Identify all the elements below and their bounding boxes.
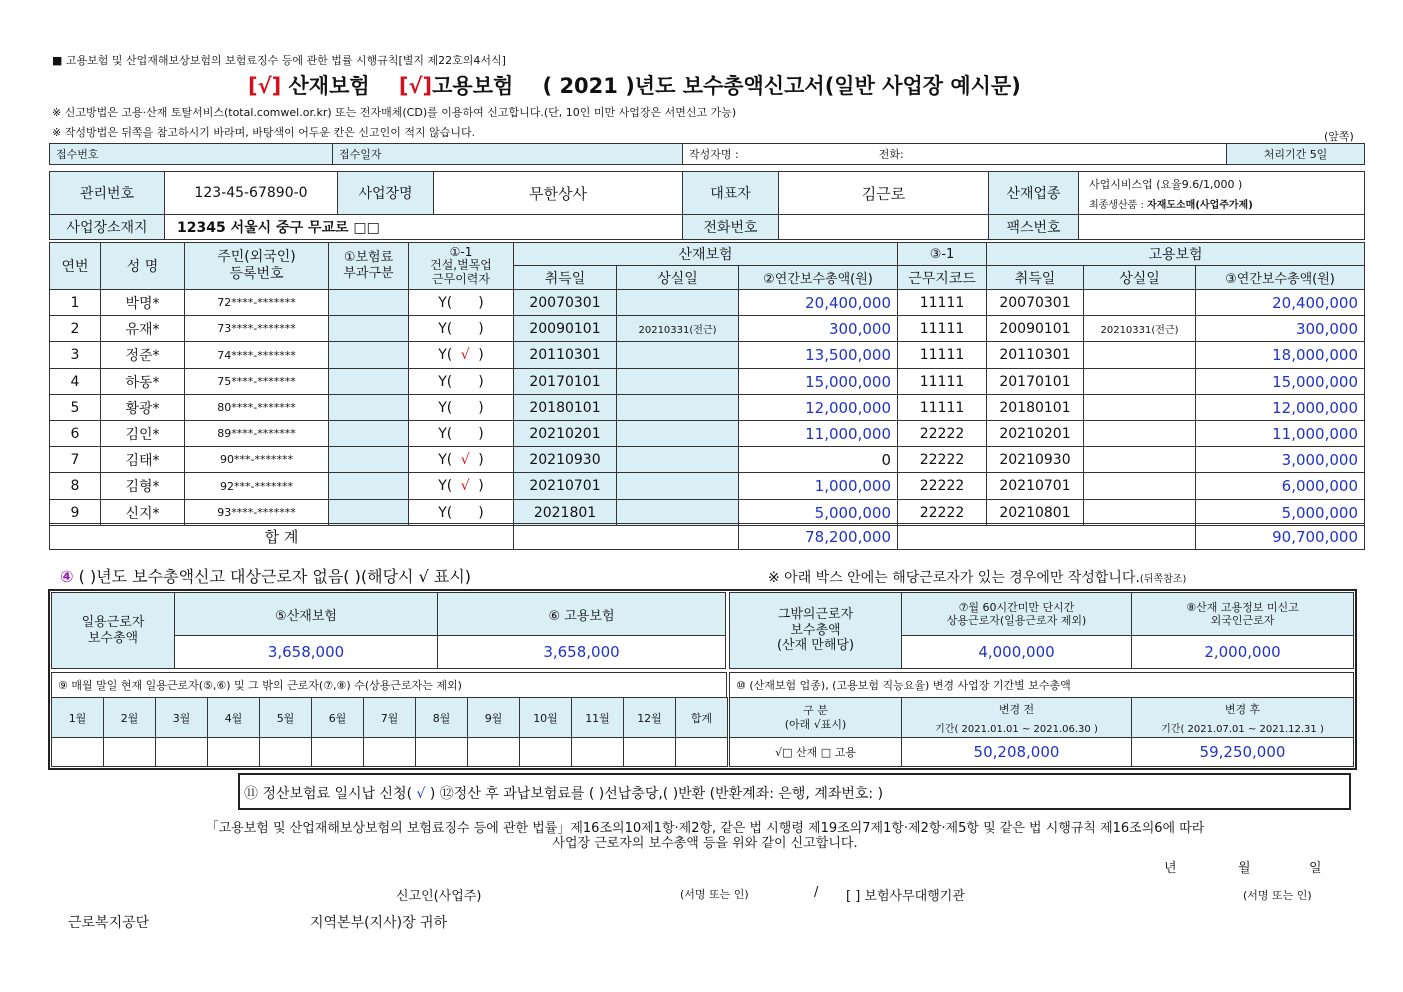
change-after-label: 변경 후 (1224, 702, 1261, 716)
fax-label: 팩스번호 (988, 214, 1079, 240)
change-before-header (901, 697, 1132, 738)
cell-ins (328, 394, 409, 421)
rep-value: 김근로 (778, 171, 989, 215)
yn-check[interactable]: √ (460, 347, 470, 363)
cell-s-acq: 20070301 (513, 289, 617, 316)
sign-label-2: (서명 또는 인) (1243, 889, 1312, 902)
cell-g-total: 12,000,000 (1195, 394, 1365, 421)
cell-s-acq: 2021801 (513, 499, 617, 526)
cell-id: 73****-******* (184, 315, 329, 342)
cell-name: 김인* (100, 420, 185, 447)
yn-close: ) (478, 373, 484, 390)
writer-phone-row (682, 143, 1227, 165)
no-target-workers-text: ( )년도 보수총액신고 대상근로자 없음( )(해당시 √ 표시) (78, 567, 472, 586)
cell-s-acq: 20090101 (513, 315, 617, 342)
cell-yn (408, 499, 514, 526)
cell-g-acq: 20170101 (986, 368, 1084, 395)
cell-g-loss (1083, 289, 1196, 316)
yn-close: ) (478, 399, 484, 416)
part-time-label: ⑦월 60시간미만 단시간 상용근로자(일용근로자 제외) (901, 592, 1132, 636)
title-main: 보수총액신고서(일반 사업장 예시문) (682, 74, 1021, 98)
goyong-acq-header: 취득일 (986, 265, 1084, 290)
goyong-header: 고용보험 (986, 242, 1365, 266)
month-header: 2월 (103, 697, 156, 738)
box-note-text: ※ 아래 박스 안에는 해당근로자가 있는 경우에만 작성합니다. (768, 570, 1140, 586)
daily-sanjae-value: 3,658,000 (174, 635, 438, 669)
cell-s-acq: 20110301 (513, 341, 617, 369)
cell-yn (408, 472, 514, 500)
cell-name: 김형* (100, 472, 185, 500)
settlement-text (244, 783, 883, 803)
cell-s-acq: 20180101 (513, 394, 617, 421)
sanjae-total-header: ②연간보수총액(원) (738, 265, 898, 290)
change-div-header: 구 분 (아래 √표시) (729, 697, 902, 738)
col-name-header: 성 명 (100, 242, 185, 290)
month-header: 8월 (415, 697, 468, 738)
cell-yn (408, 368, 514, 395)
month-count-cell[interactable] (571, 737, 624, 767)
cell-g-acq: 20180101 (986, 394, 1084, 421)
cell-g-acq: 20070301 (986, 289, 1084, 316)
cell-s-acq: 20210201 (513, 420, 617, 447)
cell-code: 22222 (897, 472, 987, 500)
cell-id: 93****-******* (184, 499, 329, 526)
change-check[interactable]: √□ 산재 □ 고용 (729, 737, 902, 767)
recipient-org: 근로복지공단 (68, 915, 150, 931)
final-product-label: 최종생산품 : (1089, 199, 1144, 211)
month-header: 7월 (363, 697, 416, 738)
company-name-label: 사업장명 (337, 171, 434, 215)
sign-label-1: (서명 또는 인) (680, 888, 749, 901)
cell-g-total: 5,000,000 (1195, 499, 1365, 526)
month-header: 합계 (675, 697, 728, 738)
change-before-value: 50,208,000 (901, 737, 1132, 767)
change-after-period: 기간( 2021.07.01 ~ 2021.12.31 ) (1161, 723, 1324, 735)
part-time-value: 4,000,000 (901, 635, 1132, 669)
cell-no: 3 (49, 341, 101, 369)
cell-s-total: 12,000,000 (738, 394, 898, 421)
month-header: 10월 (519, 697, 572, 738)
cell-yn (408, 446, 514, 473)
cell-id: 89****-******* (184, 420, 329, 447)
cell-ins (328, 289, 409, 316)
cell-g-total: 300,000 (1195, 315, 1365, 342)
change-after-value: 59,250,000 (1131, 737, 1354, 767)
law-text-2: 사업장 근로자의 보수총액 등을 위와 같이 신고합니다. (552, 836, 858, 851)
cell-g-loss (1083, 394, 1196, 421)
cell-g-total: 6,000,000 (1195, 472, 1365, 500)
change-before-label: 변경 전 (998, 702, 1035, 716)
cell-code: 11111 (897, 289, 987, 316)
cell-g-loss: 20210331(전근) (1083, 315, 1196, 342)
cell-s-loss (616, 394, 739, 421)
cell-g-loss (1083, 472, 1196, 500)
other-workers-label: 그밖의근로자 보수총액 (산재 만해당) (729, 592, 902, 669)
phone-label: 전화: (878, 148, 904, 161)
cell-s-loss (616, 499, 739, 526)
sum-label: 합 계 (49, 523, 514, 550)
note-howto: ※ 작성방법은 뒤쪽을 참고하시기 바라며, 바탕색이 어두운 칸은 신고인이 적지 않습니다. (52, 126, 476, 139)
sanjae-acq-header: 취득일 (513, 265, 617, 290)
cell-name: 김태* (100, 446, 185, 473)
cell-ins (328, 368, 409, 395)
foreign-workers-label: ⑧산재 고용정보 미신고 외국인근로자 (1131, 592, 1354, 636)
goyong-code-pre-header: ③-1 (897, 242, 987, 266)
change-before-period: 기간( 2021.01.01 ~ 2021.06.30 ) (935, 723, 1098, 735)
yn-open: Y( (438, 347, 453, 363)
agent-label: [ ] 보험사무대행기관 (846, 889, 965, 904)
date-year: 년 (1164, 861, 1177, 876)
col-ins-header: ①보험료 부과구분 (328, 242, 409, 290)
month-count-cell[interactable] (363, 737, 416, 767)
yn-close: ) (478, 478, 484, 494)
cell-g-loss (1083, 420, 1196, 447)
cell-s-loss (616, 289, 739, 316)
no-target-workers-line (60, 564, 471, 587)
tel-value (778, 214, 989, 240)
yn-open: Y( (438, 320, 453, 337)
goyong-loss-header: 상실일 (1083, 265, 1196, 290)
note-method: ※ 신고방법은 고용·산재 토탈서비스(total.comwel.or.kr) 또는 전자매체(CD)를 이용하여 신고합니다.(단, 10인 미만 사업장은 서면신고 가능) (52, 106, 737, 119)
cell-ins (328, 341, 409, 369)
month-count-cell[interactable] (675, 737, 728, 767)
cell-s-acq: 20170101 (513, 368, 617, 395)
cell-s-total: 0 (738, 446, 898, 473)
cell-g-acq: 20210930 (986, 446, 1084, 473)
cell-s-loss (616, 446, 739, 473)
change-title: ⑩ (산재보험 업종), (고용보험 직능요율) 변경 사업장 기간별 보수총액 (729, 672, 1354, 698)
cell-ins (328, 446, 409, 473)
cell-s-loss (616, 420, 739, 447)
cell-yn (408, 420, 514, 447)
reporter-label: 신고인(사업주) (396, 889, 482, 904)
slash: / (814, 885, 819, 900)
cell-yn (408, 289, 514, 316)
cell-no: 4 (49, 368, 101, 395)
yn-open: Y( (438, 504, 453, 521)
cell-g-acq: 20210801 (986, 499, 1084, 526)
month-count-cell[interactable] (207, 737, 260, 767)
settlement-part2: ) ⑫정산 후 과납보험료를 ( )선납충당,( )반환 (반환계좌: 은행, 계좌번호: ) (429, 786, 884, 802)
daily-label: 일용근로자 보수총액 (51, 592, 175, 669)
yn-open: Y( (438, 399, 453, 416)
receipt-date: 접수일자 (332, 143, 683, 165)
sanjae-header: 산재보험 (513, 242, 898, 266)
cell-code: 11111 (897, 394, 987, 421)
rep-label: 대표자 (682, 171, 779, 215)
date-month: 월 (1238, 861, 1251, 876)
form-title (248, 70, 1021, 100)
date-day: 일 (1309, 861, 1322, 876)
address-value: 12345 서울시 중구 무교로 □□ (164, 214, 683, 240)
cell-g-acq: 20110301 (986, 341, 1084, 369)
title-sanjae: 산재보험 (288, 74, 370, 98)
daily-goyong-label: ⑥ 고용보험 (437, 592, 726, 636)
cell-code: 22222 (897, 499, 987, 526)
cell-s-total: 11,000,000 (738, 420, 898, 447)
cell-name: 정준* (100, 341, 185, 369)
month-header: 5월 (259, 697, 312, 738)
col-const-header: ①-1 건설,벌목업 근무이력자 (408, 242, 514, 290)
mgmt-no-value: 123-45-67890-0 (164, 171, 338, 215)
month-header: 11월 (571, 697, 624, 738)
sum-goyong-blank (897, 523, 1196, 550)
cell-s-total: 20,400,000 (738, 289, 898, 316)
cell-no: 1 (49, 289, 101, 316)
yn-close: ) (478, 347, 484, 363)
industry-value (1078, 171, 1365, 215)
month-count-cell[interactable] (467, 737, 520, 767)
month-header: 3월 (155, 697, 208, 738)
month-header: 1월 (51, 697, 104, 738)
cell-s-loss (616, 368, 739, 395)
settlement-check[interactable]: √ (416, 786, 426, 802)
circle-four: ④ (60, 567, 74, 586)
cell-g-total: 18,000,000 (1195, 341, 1365, 369)
cell-code: 11111 (897, 341, 987, 369)
cell-s-loss (616, 472, 739, 500)
cell-yn (408, 394, 514, 421)
cell-g-acq: 20210201 (986, 420, 1084, 447)
cell-code: 22222 (897, 446, 987, 473)
yn-close: ) (478, 320, 484, 337)
daily-goyong-value: 3,658,000 (437, 635, 726, 669)
cell-g-total: 3,000,000 (1195, 446, 1365, 473)
title-check-sanjae: [√] (248, 74, 282, 98)
cell-s-total: 1,000,000 (738, 472, 898, 500)
month-header: 6월 (311, 697, 364, 738)
address-label: 사업장소재지 (49, 214, 165, 240)
yn-check[interactable]: √ (460, 478, 470, 494)
cell-id: 74****-******* (184, 341, 329, 369)
cell-id: 92***-******* (184, 472, 329, 500)
monthly-count-title: ⑨ 매월 말일 현재 일용근로자(⑤,⑥) 및 그 밖의 근로자(⑦,⑧) 수(상용근로자는 제외) (51, 672, 727, 698)
cell-s-loss (616, 341, 739, 369)
yn-open: Y( (438, 294, 453, 311)
settlement-part1: ⑪ 정산보험료 일시납 신청( (244, 786, 413, 802)
company-name-value: 무한상사 (433, 171, 683, 215)
cell-g-acq: 20090101 (986, 315, 1084, 342)
yn-open: Y( (438, 425, 453, 442)
change-after-header (1131, 697, 1354, 738)
cell-code: 11111 (897, 368, 987, 395)
cell-name: 황광* (100, 394, 185, 421)
month-header: 9월 (467, 697, 520, 738)
cell-name: 유재* (100, 315, 185, 342)
receipt-number: 접수번호 (49, 143, 333, 165)
cell-ins (328, 499, 409, 526)
cell-g-total: 15,000,000 (1195, 368, 1365, 395)
front-side-label: (앞쪽) (1324, 130, 1354, 143)
cell-no: 8 (49, 472, 101, 500)
cell-ins (328, 472, 409, 500)
col-id-header: 주민(외국인) 등록번호 (184, 242, 329, 290)
yn-close: ) (478, 425, 484, 442)
cell-no: 9 (49, 499, 101, 526)
goyong-code-header: 근무지코드 (897, 265, 987, 290)
month-count-cell[interactable] (623, 737, 676, 767)
yn-open: Y( (438, 451, 453, 468)
writer-label: 작성자명 : (689, 148, 739, 161)
cell-name: 하동* (100, 368, 185, 395)
daily-sanjae-label: ⑤산재보험 (174, 592, 438, 636)
cell-s-total: 13,500,000 (738, 341, 898, 369)
cell-id: 90***-******* (184, 446, 329, 473)
yn-check[interactable]: √ (460, 451, 470, 468)
cell-id: 80****-******* (184, 394, 329, 421)
cell-g-total: 11,000,000 (1195, 420, 1365, 447)
cell-code: 22222 (897, 420, 987, 447)
cell-code: 11111 (897, 315, 987, 342)
cell-yn (408, 315, 514, 342)
month-header: 4월 (207, 697, 260, 738)
cell-name: 박명* (100, 289, 185, 316)
month-count-cell[interactable] (259, 737, 312, 767)
foreign-workers-value: 2,000,000 (1131, 635, 1354, 669)
month-count-cell[interactable] (311, 737, 364, 767)
box-note-ref: (뒤쪽참조) (1139, 574, 1187, 585)
processing-period: 처리기간 5일 (1226, 143, 1365, 165)
fax-value (1078, 214, 1365, 240)
industry-line2 (1089, 196, 1253, 211)
cell-name: 신지* (100, 499, 185, 526)
month-count-cell[interactable] (415, 737, 468, 767)
col-no-header: 연번 (49, 242, 101, 290)
title-goyong: 고용보험 (432, 74, 514, 98)
goyong-total-header: ③연간보수총액(원) (1195, 265, 1365, 290)
cell-g-acq: 20210701 (986, 472, 1084, 500)
cell-no: 7 (49, 446, 101, 473)
month-count-cell[interactable] (103, 737, 156, 767)
final-product-value: 자재도소매(사업주가제) (1147, 199, 1253, 211)
month-count-cell[interactable] (51, 737, 104, 767)
cell-s-total: 300,000 (738, 315, 898, 342)
cell-g-loss (1083, 446, 1196, 473)
cell-s-total: 15,000,000 (738, 368, 898, 395)
cell-yn (408, 341, 514, 369)
law-text-1: 「고용보험 및 산업재해보상보험의 보험료징수 등에 관한 법률」제16조의10제1항·제2항, 같은 법 시행령 제19조의7제1항·제2항·제5항 및 같은 법 시행규칙 제16조의6에 따라 (205, 821, 1205, 836)
cell-no: 5 (49, 394, 101, 421)
cell-id: 75****-******* (184, 368, 329, 395)
tel-label: 전화번호 (682, 214, 779, 240)
sum-goyong-total: 90,700,000 (1195, 523, 1365, 550)
cell-id: 72****-******* (184, 289, 329, 316)
cell-s-loss: 20210331(전근) (616, 315, 739, 342)
mgmt-no-label: 관리번호 (49, 171, 165, 215)
title-year: ( 2021 )년도 (542, 74, 676, 98)
cell-s-total: 5,000,000 (738, 499, 898, 526)
cell-s-acq: 20210930 (513, 446, 617, 473)
cell-g-total: 20,400,000 (1195, 289, 1365, 316)
cell-g-loss (1083, 499, 1196, 526)
month-count-cell[interactable] (519, 737, 572, 767)
yn-open: Y( (438, 373, 453, 390)
cell-ins (328, 315, 409, 342)
cell-g-loss (1083, 341, 1196, 369)
industry-line1: 사업시비스업 (요율9.6/1,000 ) (1089, 177, 1243, 191)
cell-s-acq: 20210701 (513, 472, 617, 500)
yn-open: Y( (438, 478, 453, 494)
yn-close: ) (478, 451, 484, 468)
sum-sanjae-total: 78,200,000 (738, 523, 898, 550)
legal-reference: ■ 고용보험 및 산업재해보상보험의 보험료징수 등에 관한 법률 시행규칙[별지 제22호의4서식] (52, 54, 506, 67)
industry-label: 산재업종 (988, 171, 1079, 215)
yn-close: ) (478, 504, 484, 521)
yn-close: ) (478, 294, 484, 311)
title-check-goyong: [√] (398, 74, 433, 98)
cell-no: 6 (49, 420, 101, 447)
cell-g-loss (1083, 368, 1196, 395)
month-count-cell[interactable] (155, 737, 208, 767)
cell-ins (328, 420, 409, 447)
month-header: 12월 (623, 697, 676, 738)
recipient-office: 지역본부(지사)장 귀하 (310, 915, 448, 931)
sanjae-loss-header: 상실일 (616, 265, 739, 290)
box-note (768, 567, 1186, 587)
sum-sanjae-blank (513, 523, 739, 550)
cell-no: 2 (49, 315, 101, 342)
